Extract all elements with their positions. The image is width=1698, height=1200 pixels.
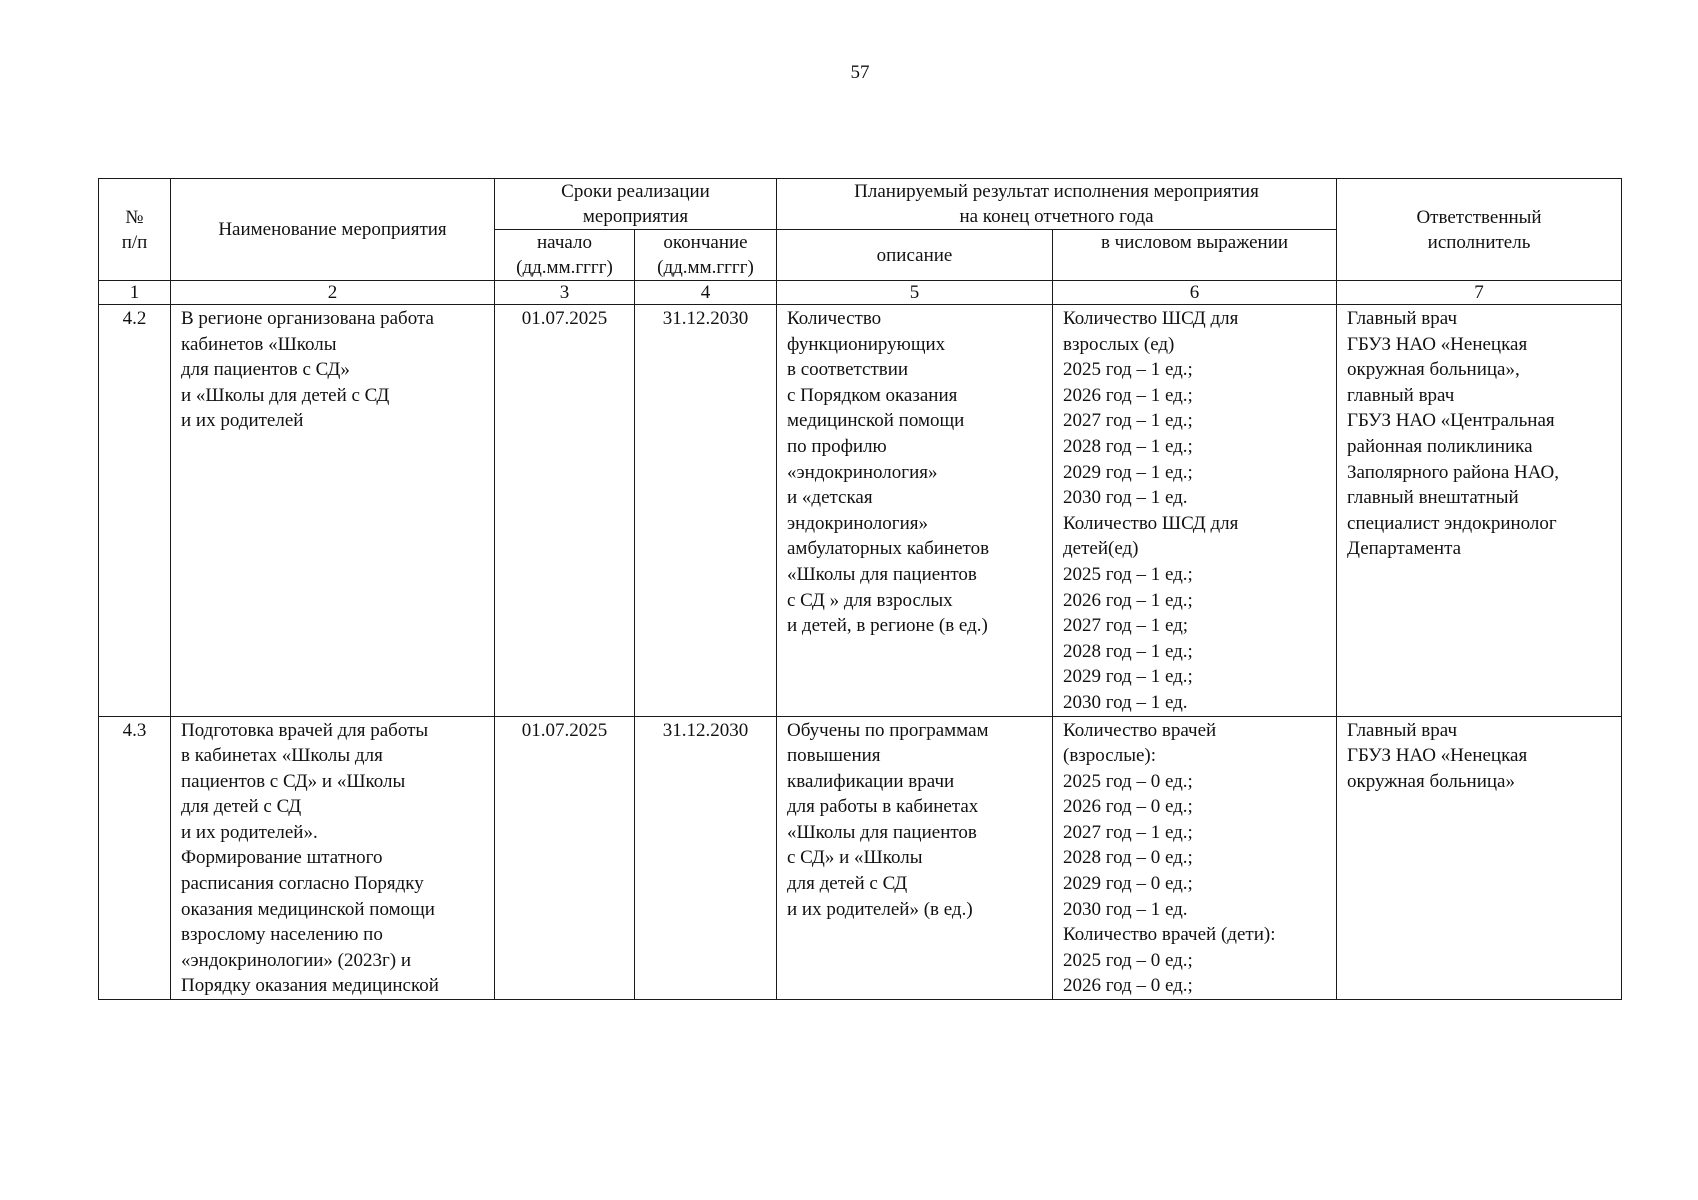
column-number: 5 <box>777 281 1053 305</box>
text-line: специалист эндокринолог <box>1347 512 1557 534</box>
text-line: для пациентов с СД» <box>181 359 350 381</box>
column-number: 4 <box>635 281 777 305</box>
text-line: с Порядком оказания <box>787 384 958 406</box>
text-line: для работы в кабинетах <box>787 796 979 818</box>
text-line: пациентов с СД» и «Школы <box>181 770 406 792</box>
text-line: окружная больница», <box>1347 359 1520 381</box>
row-number: 4.2 <box>99 305 171 717</box>
text-line: районная поликлиника <box>1347 435 1533 457</box>
text-line: Заполярного района НАО, <box>1347 461 1560 483</box>
row-end-date: 31.12.2030 <box>635 716 777 1000</box>
text-line: и их родителей <box>181 410 304 432</box>
text-line: взрослых (ед) <box>1063 333 1175 355</box>
text-line: В регионе организована работа <box>181 308 434 329</box>
text-line: 2025 год – 1 ед.; <box>1063 563 1193 585</box>
text-line: функционирующих <box>787 333 946 355</box>
header-timing <box>495 179 777 230</box>
text-line: Количество ШСД для <box>1063 308 1239 329</box>
text-line: 2030 год – 1 ед. <box>1063 898 1188 920</box>
text-line: 2026 год – 1 ед.; <box>1063 589 1193 611</box>
text-line: 2028 год – 1 ед.; <box>1063 435 1193 457</box>
text-line: кабинетов «Школы <box>181 333 337 355</box>
text-line: 2027 год – 1 ед.; <box>1063 821 1193 843</box>
text-line: «эндокринологии» (2023г) и <box>181 949 412 971</box>
text-line: в соответствии <box>787 359 909 381</box>
text-line: (дд.мм.гггг) <box>657 257 754 278</box>
plan-table <box>98 178 1622 1000</box>
header-name: Наименование мероприятия <box>171 179 495 281</box>
row-number: 4.3 <box>99 716 171 1000</box>
text-line: 2027 год – 1 ед; <box>1063 615 1189 637</box>
text-line: с СД» и «Школы <box>787 847 923 869</box>
row-name <box>171 305 495 717</box>
text-line: и детей, в регионе (в ед.) <box>787 615 988 637</box>
header-description: описание <box>777 230 1053 281</box>
text-line: № <box>125 206 144 228</box>
text-line: 2025 год – 0 ед.; <box>1063 949 1193 971</box>
text-line: Планируемый результат исполнения мероприятия <box>854 181 1259 202</box>
column-number: 3 <box>495 281 635 305</box>
text-line: главный внештатный <box>1347 487 1519 509</box>
text-line: Департамента <box>1347 538 1462 560</box>
row-description <box>777 716 1053 1000</box>
row-numeric <box>1053 716 1337 1000</box>
row-responsible <box>1337 716 1622 1000</box>
text-line: начало <box>537 232 592 253</box>
text-line: ГБУЗ НАО «Ненецкая <box>1347 333 1528 355</box>
text-line: Главный врач <box>1347 719 1458 741</box>
row-responsible <box>1337 305 1622 717</box>
text-line: Главный врач <box>1347 308 1458 329</box>
table-row <box>99 716 1622 1000</box>
row-start-date: 01.07.2025 <box>495 716 635 1000</box>
text-line: «Школы для пациентов <box>787 563 977 585</box>
text-line: исполнитель <box>1427 231 1531 253</box>
text-line: Ответственный <box>1416 206 1542 228</box>
text-line: (дд.мм.гггг) <box>516 257 613 278</box>
text-line: ГБУЗ НАО «Ненецкая <box>1347 745 1528 767</box>
table-row <box>99 305 1622 717</box>
text-line: амбулаторных кабинетов <box>787 538 990 560</box>
text-line: расписания согласно Порядку <box>181 873 424 895</box>
header-numeric: в числовом выражении <box>1053 230 1337 281</box>
column-number-row <box>99 281 1622 305</box>
text-line: для детей с СД <box>181 796 302 818</box>
text-line: на конец отчетного года <box>959 206 1154 227</box>
text-line: 2025 год – 1 ед.; <box>1063 359 1193 381</box>
row-end-date: 31.12.2030 <box>635 305 777 717</box>
text-line: 2026 год – 1 ед.; <box>1063 384 1193 406</box>
text-line: ГБУЗ НАО «Центральная <box>1347 410 1555 432</box>
text-line: окружная больница» <box>1347 770 1515 792</box>
text-line: Количество <box>787 308 882 329</box>
text-line: 2030 год – 1 ед. <box>1063 487 1188 509</box>
text-line: 2030 год – 1 ед. <box>1063 691 1188 713</box>
text-line: и «Школы для детей с СД <box>181 384 390 406</box>
text-line: 2027 год – 1 ед.; <box>1063 410 1193 432</box>
text-line: оказания медицинской помощи <box>181 898 435 920</box>
text-line: 2026 год – 0 ед.; <box>1063 975 1193 997</box>
text-line: главный врач <box>1347 384 1455 406</box>
text-line: Количество врачей (дети): <box>1063 924 1276 946</box>
text-line: «эндокринология» <box>787 461 938 483</box>
column-number: 2 <box>171 281 495 305</box>
text-line: (взрослые): <box>1063 745 1156 767</box>
text-line: Формирование штатного <box>181 847 383 869</box>
text-line: 2028 год – 1 ед.; <box>1063 640 1193 662</box>
text-line: Подготовка врачей для работы <box>181 719 429 741</box>
text-line: эндокринология» <box>787 512 928 534</box>
text-line: 2025 год – 0 ед.; <box>1063 770 1193 792</box>
text-line: «Школы для пациентов <box>787 821 977 843</box>
text-line: квалификации врачи <box>787 770 955 792</box>
column-number: 6 <box>1053 281 1337 305</box>
text-line: повышения <box>787 745 881 767</box>
text-line: медицинской помощи <box>787 410 965 432</box>
text-line: и их родителей» (в ед.) <box>787 898 973 920</box>
header-start <box>495 230 635 281</box>
text-line: для детей с СД <box>787 873 908 895</box>
text-line: Количество врачей <box>1063 719 1217 741</box>
text-line: и «детская <box>787 487 873 509</box>
text-line: и их родителей». <box>181 821 318 843</box>
text-line: 2028 год – 0 ед.; <box>1063 847 1193 869</box>
text-line: 2029 год – 0 ед.; <box>1063 873 1193 895</box>
page-number: 57 <box>850 62 870 83</box>
header-result <box>777 179 1337 230</box>
row-start-date: 01.07.2025 <box>495 305 635 717</box>
text-line: 2026 год – 0 ед.; <box>1063 796 1193 818</box>
row-name <box>171 716 495 1000</box>
text-line: 2029 год – 1 ед.; <box>1063 461 1193 483</box>
text-line: окончание <box>663 232 748 253</box>
header-responsible <box>1337 179 1622 281</box>
text-line: Количество ШСД для <box>1063 512 1239 534</box>
text-line: 2029 год – 1 ед.; <box>1063 666 1193 688</box>
header-number <box>99 179 171 281</box>
text-line: в кабинетах «Школы для <box>181 745 383 767</box>
text-line: Сроки реализации <box>561 181 710 202</box>
header-end <box>635 230 777 281</box>
text-line: мероприятия <box>582 206 689 227</box>
text-line: детей(ед) <box>1063 538 1139 560</box>
column-number: 1 <box>99 281 171 305</box>
text-line: Обучены по программам <box>787 719 989 741</box>
text-line: по профилю <box>787 435 887 457</box>
text-line: Порядку оказания медицинской <box>181 975 439 997</box>
row-description <box>777 305 1053 717</box>
column-number: 7 <box>1337 281 1622 305</box>
text-line: с СД » для взрослых <box>787 589 953 611</box>
text-line: п/п <box>121 231 148 253</box>
row-numeric <box>1053 305 1337 717</box>
text-line: взрослому населению по <box>181 924 383 946</box>
